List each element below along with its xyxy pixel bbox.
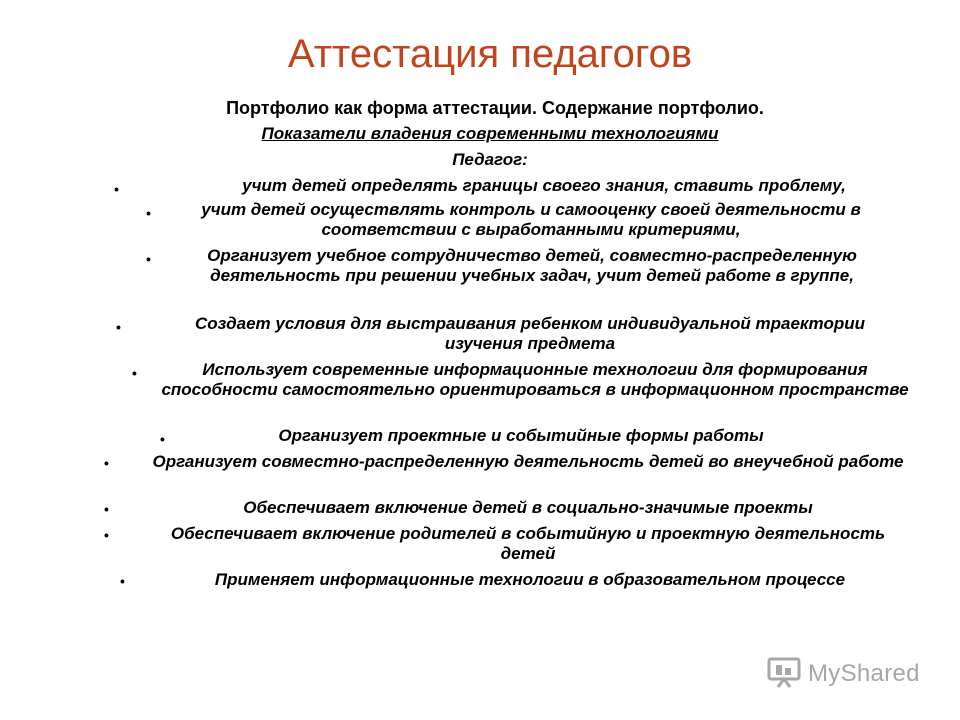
slide-title: Аттестация педагогов — [287, 32, 693, 76]
bullet-marker: • — [132, 365, 137, 381]
bullet-marker: • — [120, 573, 125, 589]
list-item: Организует совместно-распределенную деятельность детей во внеучебной работе — [152, 452, 904, 471]
bullet-marker: • — [104, 501, 109, 517]
bullet-marker: • — [116, 319, 121, 335]
list-item: учит детей осуществлять контроль и самооценку своей деятельности в соответствии с выработанными критериями, — [201, 200, 861, 239]
slide-subtitle: Портфолио как форма аттестации. Содержание портфолио. — [226, 98, 764, 118]
list-item: Организует учебное сотрудничество детей, совместно-распределенную деятельность при решении учебных задач, учит детей работе в группе, — [207, 246, 857, 285]
section-subheading: Педагог: — [452, 150, 528, 169]
list-item: Использует современные информационные технологии для формирования способности самостоятельно ориентироваться в информационном пространстве — [161, 360, 909, 399]
bullet-marker: • — [114, 181, 119, 197]
bullet-marker: • — [104, 527, 109, 543]
bullet-marker: • — [146, 251, 151, 267]
list-item: Обеспечивает включение детей в социально-значимые проекты — [243, 498, 813, 517]
list-item: Организует проектные и событийные формы работы — [278, 426, 764, 445]
list-item: Обеспечивает включение родителей в событийную и проектную деятельность детей — [170, 524, 886, 563]
list-item: Создает условия для выстраивания ребенком индивидуальной траектории изучения предмета — [195, 314, 865, 353]
logo-text: MyShared — [808, 660, 920, 687]
section-heading: Показатели владения современными технологиями — [261, 124, 719, 143]
myshared-logo — [766, 656, 920, 692]
bullet-marker: • — [104, 455, 109, 471]
bullet-marker: • — [146, 205, 151, 221]
presentation-screen-icon — [766, 656, 802, 693]
list-item: Применяет информационные технологии в образовательном процессе — [214, 570, 846, 589]
list-item: учит детей определять границы своего знания, ставить проблему, — [242, 176, 846, 195]
bullet-marker: • — [160, 431, 165, 447]
